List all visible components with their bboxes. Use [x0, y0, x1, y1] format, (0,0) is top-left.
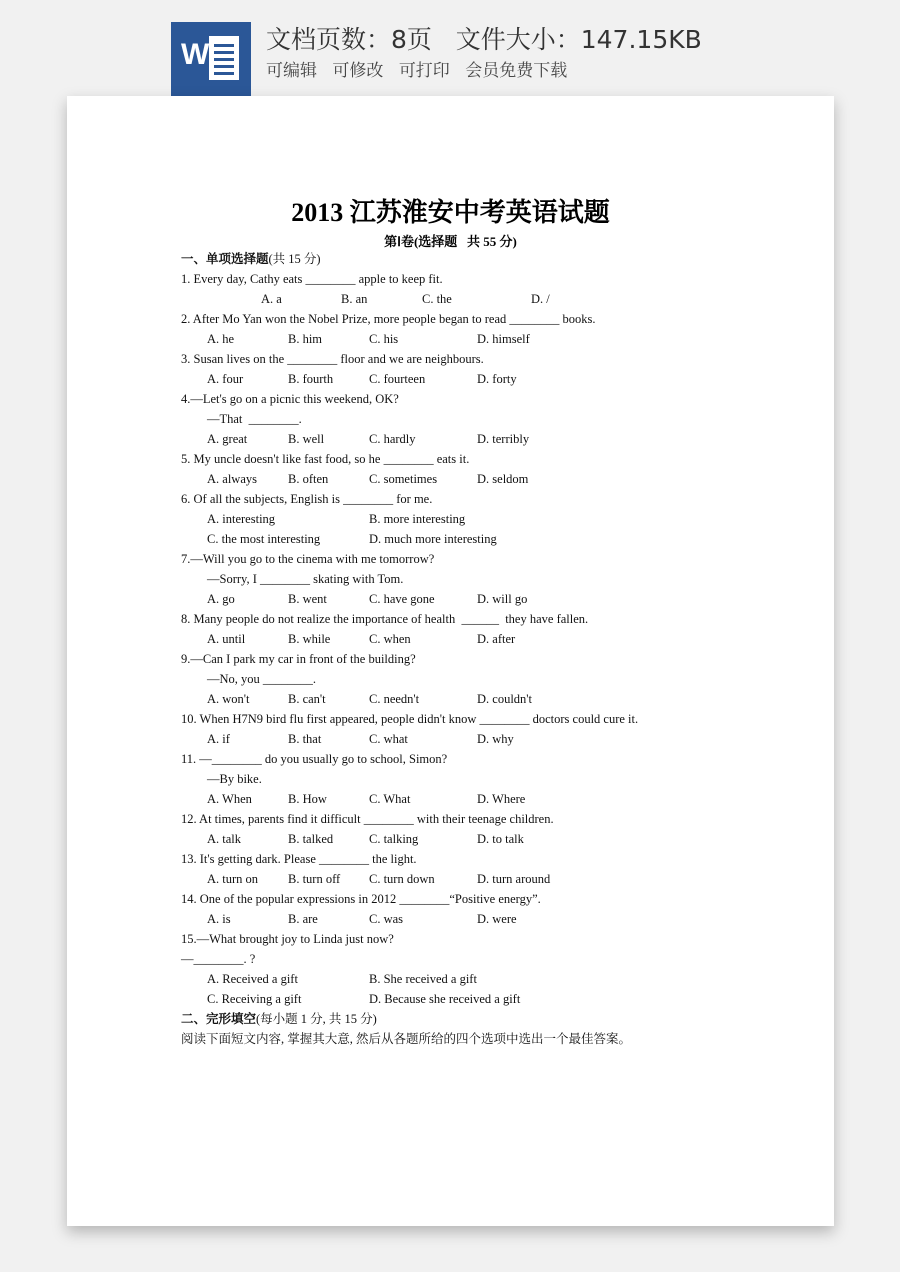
question-13: 13. It's getting dark. Please ________ the light.	[181, 852, 417, 866]
option-b: B. an	[341, 292, 368, 306]
option-d: D. Because she received a gift	[369, 992, 521, 1006]
option-a: A. a	[261, 292, 282, 306]
feature-free-download: 会员免费下载	[465, 61, 568, 81]
word-document-icon	[171, 22, 251, 96]
option-b: B. went	[288, 592, 327, 606]
options-row	[181, 729, 801, 749]
option-a: A. interesting	[207, 512, 276, 526]
option-a: A. until	[207, 632, 246, 646]
option-a: A. talk	[207, 832, 242, 846]
section-instruction: 阅读下面短文内容, 掌握其大意, 然后从各题所给的四个选项中选出一个最佳答案。	[181, 1032, 632, 1046]
question-15: 15.—What brought joy to Linda just now?	[181, 932, 394, 946]
question-4-reply: —That ________.	[207, 412, 302, 426]
option-c: C. when	[369, 632, 411, 646]
question-10: 10. When H7N9 bird flu first appeared, people didn't know ________ doctors could cure it.	[181, 712, 639, 726]
feature-modifiable: 可修改	[332, 61, 384, 81]
options-row	[181, 469, 801, 489]
question-15-reply: —________. ?	[181, 952, 256, 966]
option-a: A. four	[207, 372, 244, 386]
options-row	[181, 289, 801, 309]
option-a: A. if	[207, 732, 230, 746]
question-1: 1. Every day, Cathy eats ________ apple to keep fit.	[181, 272, 443, 286]
option-a: A. is	[207, 912, 231, 926]
option-d: D. forty	[477, 372, 517, 386]
option-c: C. fourteen	[369, 372, 426, 386]
options-row	[181, 789, 801, 809]
option-d: D. will go	[477, 592, 528, 606]
option-a: A. won't	[207, 692, 250, 706]
option-c: C. turn down	[369, 872, 435, 886]
option-c: C. what	[369, 732, 408, 746]
options-row	[181, 369, 801, 389]
option-b: B. well	[288, 432, 325, 446]
options-row	[181, 989, 801, 1009]
options-row	[181, 829, 801, 849]
option-b: B. that	[288, 732, 322, 746]
question-12: 12. At times, parents find it difficult ________ with their teenage children.	[181, 812, 554, 826]
question-11-reply: —By bike.	[207, 772, 262, 786]
option-a: A. Received a gift	[207, 972, 298, 986]
options-row	[181, 969, 801, 989]
options-row	[181, 589, 801, 609]
options-row	[181, 429, 801, 449]
options-row	[181, 909, 801, 929]
option-c: C. was	[369, 912, 404, 926]
option-b: B. often	[288, 472, 329, 486]
option-b: B. She received a gift	[369, 972, 477, 986]
question-2: 2. After Mo Yan won the Nobel Prize, more people began to read ________ books.	[181, 312, 596, 326]
question-7-reply: —Sorry, I ________ skating with Tom.	[207, 572, 404, 586]
document-lines-icon	[209, 36, 239, 80]
option-d: D. terribly	[477, 432, 530, 446]
option-c: C. needn't	[369, 692, 420, 706]
options-row	[181, 869, 801, 889]
question-3: 3. Susan lives on the ________ floor and we are neighbours.	[181, 352, 484, 366]
question-9: 9.—Can I park my car in front of the building?	[181, 652, 416, 666]
question-9-reply: —No, you ________.	[207, 672, 317, 686]
option-a: A. go	[207, 592, 235, 606]
feature-list	[266, 56, 577, 81]
options-row	[181, 529, 801, 549]
option-d: D. were	[477, 912, 517, 926]
option-a: A. turn on	[207, 872, 259, 886]
option-c: C. hardly	[369, 432, 416, 446]
option-b: B. How	[288, 792, 327, 806]
option-a: A. great	[207, 432, 248, 446]
option-b: B. fourth	[288, 372, 334, 386]
question-5: 5. My uncle doesn't like fast food, so he ________ eats it.	[181, 452, 470, 466]
page-subtitle: 第Ⅰ卷(选择题 共 55 分)	[384, 234, 517, 249]
word-letter: W	[181, 38, 210, 71]
section-heading-2: 二、完形填空(每小题 1 分, 共 15 分)	[181, 1012, 377, 1026]
option-d: D. much more interesting	[369, 532, 497, 546]
question-4: 4.—Let's go on a picnic this weekend, OK?	[181, 392, 399, 406]
option-d: D. himself	[477, 332, 530, 346]
option-c: C. Receiving a gift	[207, 992, 302, 1006]
file-info: 文档页数：8页 文件大小：147.15KB	[266, 25, 702, 54]
question-7: 7.—Will you go to the cinema with me tomorrow?	[181, 552, 435, 566]
options-row	[181, 629, 801, 649]
feature-editable: 可编辑	[266, 61, 317, 81]
question-8: 8. Many people do not realize the importance of health ______ they have fallen.	[181, 612, 589, 626]
option-c: C. have gone	[369, 592, 435, 606]
option-c: C. talking	[369, 832, 419, 846]
options-row	[181, 329, 801, 349]
options-row	[181, 689, 801, 709]
option-b: B. more interesting	[369, 512, 466, 526]
option-c: C. What	[369, 792, 411, 806]
option-b: B. him	[288, 332, 323, 346]
option-b: B. while	[288, 632, 331, 646]
page-title: 2013 江苏淮安中考英语试题	[291, 198, 610, 227]
option-d: D. to talk	[477, 832, 524, 846]
option-c: C. the	[422, 292, 452, 306]
option-d: D. turn around	[477, 872, 551, 886]
option-b: B. can't	[288, 692, 326, 706]
section-heading-1: 一、单项选择题(共 15 分)	[181, 252, 321, 266]
question-11: 11. —________ do you usually go to school, Simon?	[181, 752, 448, 766]
option-d: D. after	[477, 632, 516, 646]
question-6: 6. Of all the subjects, English is ________ for me.	[181, 492, 433, 506]
option-c: C. sometimes	[369, 472, 438, 486]
option-b: B. talked	[288, 832, 334, 846]
option-a: A. always	[207, 472, 257, 486]
option-a: A. When	[207, 792, 252, 806]
download-header	[0, 0, 900, 96]
question-14: 14. One of the popular expressions in 2012 ________“Positive energy”.	[181, 892, 541, 906]
option-b: B. turn off	[288, 872, 341, 886]
option-d: D. couldn't	[477, 692, 533, 706]
question-content	[181, 249, 801, 1049]
option-c: C. the most interesting	[207, 532, 321, 546]
option-c: C. his	[369, 332, 399, 346]
options-row	[181, 509, 801, 529]
option-d: D. Where	[477, 792, 526, 806]
feature-printable: 可打印	[398, 61, 450, 81]
option-d: D. seldom	[477, 472, 529, 486]
option-a: A. he	[207, 332, 235, 346]
option-d: D. why	[477, 732, 514, 746]
document-page	[67, 96, 834, 1226]
option-d: D. /	[531, 292, 550, 306]
option-b: B. are	[288, 912, 318, 926]
